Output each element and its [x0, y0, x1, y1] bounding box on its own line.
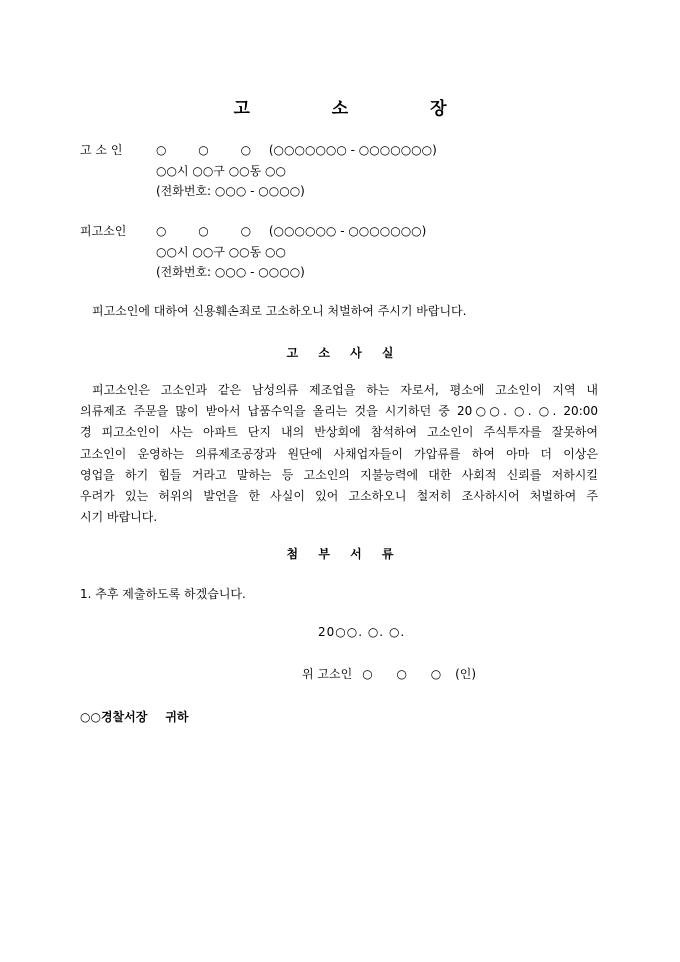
recipient-line — [80, 708, 189, 725]
defendant-address: ○○시 ○○구 ○○동 ○○ — [156, 244, 286, 259]
complainant-id-number: (○○○○○○○ - ○○○○○○○) — [268, 143, 437, 157]
attachment-item: 1. 추후 제출하도록 하겠습니다. — [80, 587, 246, 601]
signer-line — [302, 665, 476, 682]
facts-line: 우려가 있는 허위의 발언을 한 사실이 있어 고소하오니 철저히 조사하시어 처벌하여 주 — [80, 488, 598, 503]
filing-date: 20○○. ○. ○. — [318, 625, 406, 639]
defendant-address-row — [80, 242, 426, 263]
complainant-block — [80, 140, 437, 202]
defendant-label: 피고소인 — [80, 224, 127, 238]
complaint-intro: 피고소인에 대하여 신용훼손죄로 고소하오니 처벌하여 주시기 바랍니다. — [92, 304, 467, 318]
facts-paragraph — [80, 380, 598, 528]
complainant-name: ○ ○ ○ — [156, 143, 266, 157]
defendant-id-number: (○○○○○○ - ○○○○○○○) — [268, 224, 427, 238]
facts-line: 경 피고소인이 사는 아파트 단지 내의 반상회에 참석하여 고소인이 주식투자를 잘못하여 — [80, 425, 598, 440]
facts-heading: 고 소 사 실 — [286, 346, 402, 360]
complainant-phone: (전화번호: ○○○ - ○○○○) — [156, 184, 305, 198]
complainant-name-row — [80, 140, 437, 161]
document-title: 고 소 장 — [233, 99, 485, 119]
complainant-address: ○○시 ○○구 ○○동 ○○ — [156, 163, 286, 178]
complainant-phone-row — [80, 181, 437, 202]
attachments-heading: 첨 부 서 류 — [286, 547, 402, 561]
facts-line: 시기 바랍니다. — [80, 510, 158, 525]
defendant-name-row — [80, 221, 426, 242]
defendant-name: ○ ○ ○ — [156, 224, 266, 238]
facts-line: 의류제조 주문을 많이 받아서 납품수익을 올리는 것을 시기하던 중 20○○. ○. ○. 20:00 — [80, 404, 598, 419]
facts-line: 고소인이 운영하는 의류제조공장과 원단에 사채업자들이 가압류를 하여 아마 더 이상은 — [80, 446, 598, 461]
defendant-phone: (전화번호: ○○○ - ○○○○) — [156, 265, 305, 279]
complainant-address-row — [80, 161, 437, 182]
defendant-phone-row — [80, 262, 426, 283]
defendant-block — [80, 221, 426, 283]
facts-line: 피고소인은 고소인과 같은 남성의류 제조업을 하는 자로서, 평소에 고소인이 지역 내 — [92, 383, 598, 397]
recipient-suffix: 귀하 — [165, 710, 189, 724]
facts-line: 영업을 하기 힘들 거라고 말하는 등 고소인의 지불능력에 대한 사회적 신뢰를 저하시킬 — [80, 467, 598, 482]
signer-seal: (인) — [455, 667, 477, 681]
complainant-label: 고 소 인 — [80, 143, 123, 157]
signer-name: ○ ○ ○ — [362, 667, 452, 681]
recipient-office: ○○경찰서장 — [80, 710, 148, 724]
signer-prefix: 위 고소인 — [302, 667, 353, 681]
